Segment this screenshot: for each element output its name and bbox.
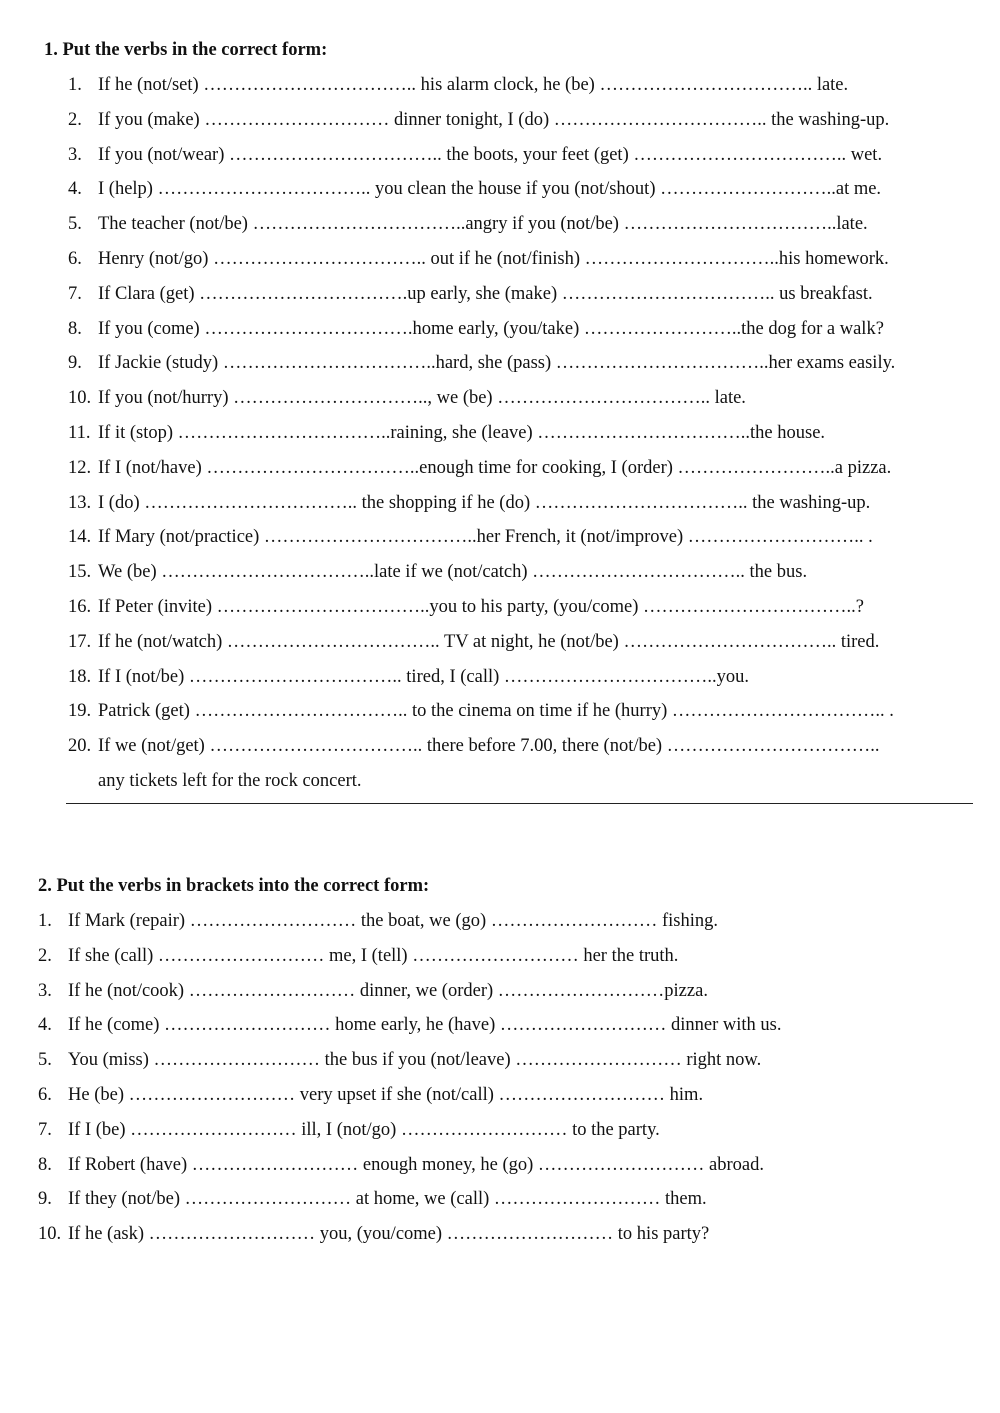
item-number: 8. xyxy=(38,1154,52,1175)
item-sentence: If he (not/set) …………………………….. his alarm clock, he (be) …………………………….. late. xyxy=(98,75,849,95)
item-number: 10. xyxy=(38,1224,62,1245)
exercise-item xyxy=(38,1188,707,1210)
exercise-item xyxy=(68,74,848,96)
item-number: 13. xyxy=(68,492,92,513)
item-number: 1. xyxy=(68,75,82,95)
exercise-item xyxy=(68,213,868,235)
item-number: 7. xyxy=(38,1119,52,1140)
exercise-item xyxy=(38,1014,781,1036)
section1-heading: 1. Put the verbs in the correct form: xyxy=(44,40,328,60)
item-sentence: If Robert (have) ……………………… enough money, he (go) ……………………… abroad. xyxy=(68,1154,765,1175)
exercise-item xyxy=(68,144,882,166)
item-number: 15. xyxy=(68,562,92,583)
item-sentence: The teacher (not/be) ……………………………..angry if you (not/be) ……………………………..late. xyxy=(98,214,868,235)
item-number: 18. xyxy=(68,666,92,687)
exercise-item xyxy=(38,1154,764,1176)
item-number: 4. xyxy=(38,1015,52,1036)
item-sentence: I (do) …………………………….. the shopping if he (do) …………………………….. the washing-up. xyxy=(98,492,871,513)
exercise-item xyxy=(68,318,884,340)
item-number: 3. xyxy=(68,144,82,165)
exercise-item xyxy=(38,1119,660,1141)
item-sentence: any tickets left for the rock concert. xyxy=(98,771,362,791)
item-sentence: If Clara (get) …………………………….up early, she (make) …………………………….. us breakfast. xyxy=(98,283,873,304)
item-sentence: If Mary (not/practice) ……………………………..her French, it (not/improve) ……………………….. . xyxy=(98,527,873,548)
section-divider xyxy=(66,803,973,804)
item-sentence: Henry (not/go) …………………………….. out if he (not/finish) …………………………..his homework. xyxy=(98,249,889,269)
item-number: 6. xyxy=(68,249,82,269)
exercise-item xyxy=(38,1049,761,1071)
exercise-item xyxy=(68,700,894,722)
exercise-item xyxy=(68,770,362,792)
exercise-item xyxy=(68,666,749,688)
item-number: 1. xyxy=(38,911,52,931)
item-sentence: If it (stop) ……………………………..raining, she (leave) ……………………………..the house. xyxy=(98,423,826,443)
item-sentence: If I (be) ……………………… ill, I (not/go) ……………………… to the party. xyxy=(68,1119,660,1140)
item-sentence: If Mark (repair) ……………………… the boat, we (go) ……………………… fishing. xyxy=(68,911,718,931)
item-sentence: If we (not/get) …………………………….. there before 7.00, there (not/be) …………………………….. xyxy=(98,736,880,757)
exercise-item xyxy=(68,178,881,200)
item-sentence: If she (call) ……………………… me, I (tell) ……………………… her the truth. xyxy=(68,945,679,966)
item-number: 6. xyxy=(38,1085,52,1105)
exercise-item xyxy=(68,248,889,270)
item-sentence: If they (not/be) ……………………… at home, we (call) ……………………… them. xyxy=(68,1189,707,1210)
item-number: 7. xyxy=(68,283,82,304)
section2-heading: 2. Put the verbs in brackets into the correct form: xyxy=(38,876,430,896)
item-sentence: Patrick (get) …………………………….. to the cinema on time if he (hurry) …………………………….. . xyxy=(98,701,894,722)
exercise-item xyxy=(38,945,678,967)
item-number: 3. xyxy=(38,980,52,1001)
item-number: 5. xyxy=(68,214,82,235)
exercise-item xyxy=(68,631,879,653)
exercise-item xyxy=(38,910,718,932)
item-sentence: If I (not/have) ……………………………..enough time for cooking, I (order) ……………………..a pizza. xyxy=(98,457,892,478)
exercise-item xyxy=(68,109,889,131)
item-sentence: If Peter (invite) ……………………………..you to his party, (you/come) ……………………………..? xyxy=(98,597,864,617)
exercise-item xyxy=(68,283,873,305)
item-number: 20. xyxy=(68,736,92,757)
exercise-item xyxy=(38,1223,709,1245)
item-number: 2. xyxy=(38,945,52,966)
item-sentence: If I (not/be) …………………………….. tired, I (call) ……………………………..you. xyxy=(98,666,750,687)
exercise-item xyxy=(68,457,891,479)
item-number: 17. xyxy=(68,631,92,652)
item-sentence: I (help) …………………………….. you clean the house if you (not/shout) ………………………..at me. xyxy=(98,179,882,200)
item-sentence: If he (come) ……………………… home early, he (have) ……………………… dinner with us. xyxy=(68,1015,782,1036)
item-sentence: You (miss) ……………………… the bus if you (not/leave) ……………………… right now. xyxy=(68,1050,762,1071)
exercise-item xyxy=(68,735,879,757)
item-number: 4. xyxy=(68,179,82,200)
item-sentence: If you (not/hurry) ………………………….., we (be) …………………………….. late. xyxy=(98,388,746,409)
item-number: 2. xyxy=(68,109,82,130)
item-number: 9. xyxy=(68,353,82,374)
item-number: 10. xyxy=(68,388,92,409)
item-number: 19. xyxy=(68,701,92,722)
item-number: 11. xyxy=(68,423,91,443)
exercise-item xyxy=(68,596,864,618)
item-number: 16. xyxy=(68,597,92,617)
item-sentence: If you (come) …………………………….home early, (you/take) ……………………..the dog for a walk? xyxy=(98,318,884,339)
exercise-item xyxy=(68,422,825,444)
item-number: 5. xyxy=(38,1050,52,1071)
item-sentence: If he (not/watch) …………………………….. TV at night, he (not/be) …………………………….. tired. xyxy=(98,631,880,652)
item-number: 14. xyxy=(68,527,92,548)
exercise-item xyxy=(38,980,708,1002)
item-number: 8. xyxy=(68,318,82,339)
exercise-item xyxy=(38,1084,703,1106)
exercise-item xyxy=(68,352,895,374)
item-sentence: If you (make) ………………………… dinner tonight, I (do) …………………………….. the washing-up. xyxy=(98,109,890,130)
item-number: 12. xyxy=(68,457,92,478)
exercise-item xyxy=(68,526,873,548)
item-number: 9. xyxy=(38,1189,52,1210)
item-sentence: If he (ask) ……………………… you, (you/come) ……………………… to his party? xyxy=(68,1224,710,1245)
exercise-item xyxy=(68,387,746,409)
item-sentence: If you (not/wear) …………………………….. the boots, your feet (get) …………………………….. wet. xyxy=(98,144,883,165)
item-sentence: If he (not/cook) ……………………… dinner, we (order) ………………………pizza. xyxy=(68,980,708,1001)
item-sentence: We (be) ……………………………..late if we (not/catch) …………………………….. the bus. xyxy=(98,562,808,583)
exercise-item xyxy=(68,561,807,583)
item-sentence: If Jackie (study) ……………………………..hard, she (pass) ……………………………..her exams easily. xyxy=(98,353,896,374)
exercise-item xyxy=(68,492,870,514)
item-sentence: He (be) ……………………… very upset if she (not/call) ……………………… him. xyxy=(68,1085,704,1105)
